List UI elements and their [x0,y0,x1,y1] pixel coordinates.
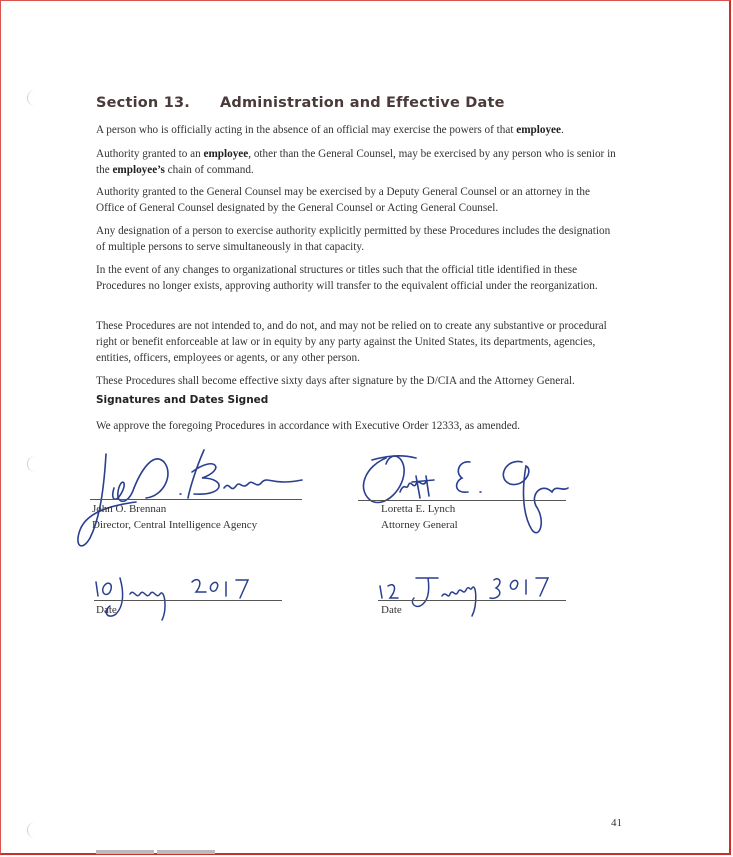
text-run: , other than the General Counsel, may be exercised by any person who is senior in the [96,148,616,176]
signer-name-right: Loretta E. Lynch [381,503,456,515]
section-title: Administration and Effective Date [220,95,505,111]
paragraph-reorganization: In the event of any changes to organizational structures or titles such that the official title identified in these Procedures no longer exists, approving authority will transfer to the equivalent official under the reorganization. [96,264,598,292]
signer-title-left: Director, Central Intelligence Agency [92,519,258,531]
paragraph-effective-date: These Procedures shall become effective sixty days after signature by the D/CIA and the Attorney General. [96,375,575,387]
paragraph-general-counsel: Authority granted to the General Counsel may be exercised by a Deputy General Counsel or an attorney in the Office of General Counsel designated by the General Counsel or Acting General Counsel. [96,186,590,214]
paragraph-designation: Any designation of a person to exercise authority explicitly permitted by these Procedures includes the designation of multiple persons to serve simultaneously in that capacity. [96,225,611,253]
defined-term: employee [203,148,249,160]
text-run: Authority granted to an [96,148,204,160]
signature-line [90,499,302,500]
section-heading [96,95,505,111]
paragraph-no-rights: These Procedures are not intended to, and do not, and may not be relied on to create any substantive or procedural right or benefit enforceable at law or in equity by any party against the United States, its departments, agencies, entities, officers, employees or agents, or any other person. [96,320,607,364]
section-number: Section 13. [96,95,190,111]
bottom-tab-mark [157,850,215,854]
signatures-heading: Signatures and Dates Signed [96,394,269,406]
signer-name-left: John O. Brennan [92,503,167,515]
binder-hole-mark [27,822,36,838]
date-line [378,600,566,601]
binder-hole-mark [27,90,36,106]
paragraph-acting-official [96,122,620,138]
signature-lynch [356,448,571,548]
page-number: 41 [611,817,622,829]
approval-statement: We approve the foregoing Procedures in accordance with Executive Order 12333, as amended. [96,420,521,432]
handwritten-date-right [376,572,566,622]
paragraph-authority-employee [96,146,620,178]
date-label-left: Date [96,604,117,616]
defined-term: employee [516,124,561,136]
date-line [94,600,282,601]
bottom-tab-mark [96,850,154,854]
text-run: chain of command. [164,164,254,176]
text-run: . [560,124,564,136]
signature-line [358,500,566,501]
handwritten-date-left [90,572,280,622]
binder-hole-mark [27,456,36,472]
text-run: A person who is officially acting in the absence of an official may exercise the powers of that [96,124,517,136]
signer-title-right: Attorney General [381,519,458,531]
defined-term: employee’s [112,164,165,176]
date-label-right: Date [381,604,402,616]
